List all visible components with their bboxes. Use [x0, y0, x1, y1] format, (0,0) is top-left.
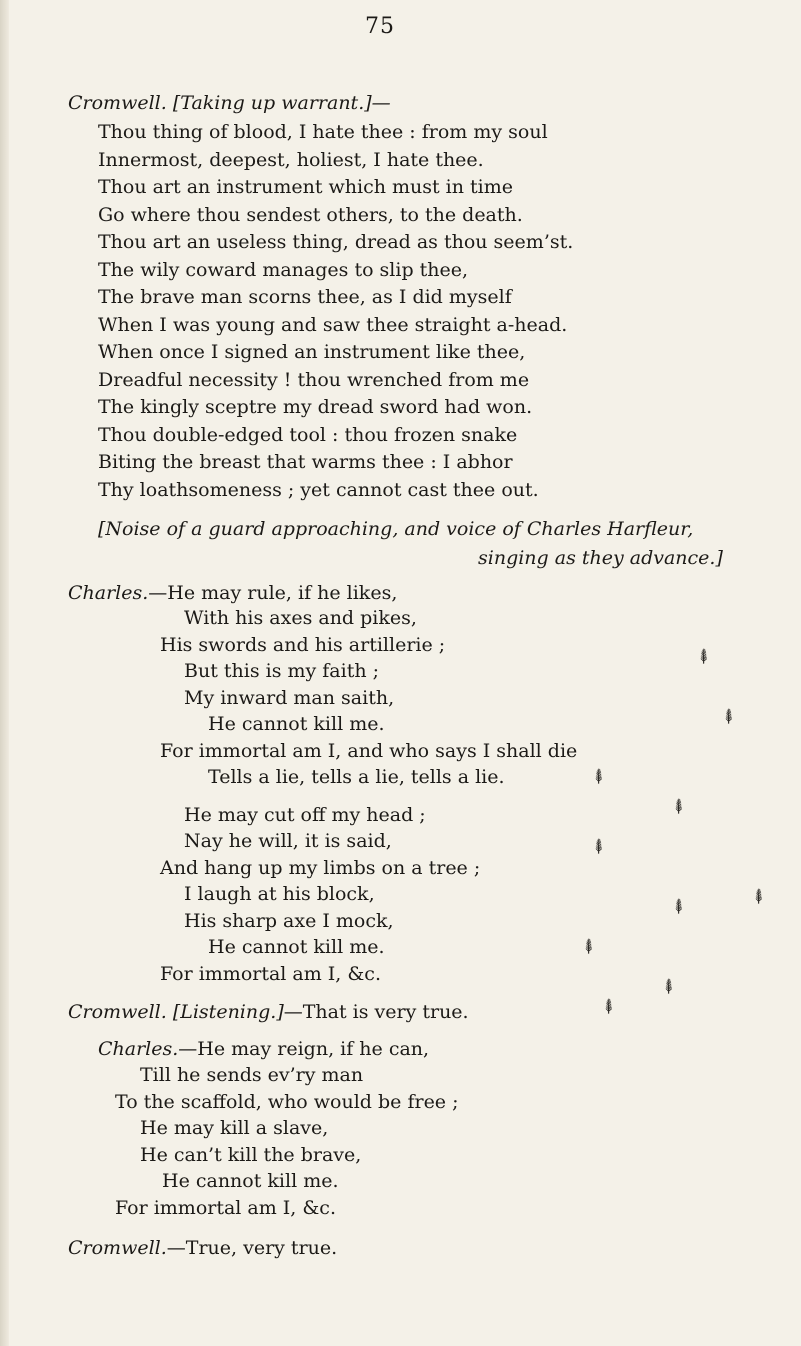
verse-line: And hang up my limbs on a tree ; [160, 857, 481, 879]
verse-line: The wily coward manages to slip thee, [98, 259, 469, 281]
speaker-cromwell: Cromwell. [68, 92, 167, 114]
speaker-cromwell: Cromwell. [68, 1237, 167, 1259]
verse-line: For immortal am I, &c. [160, 963, 381, 985]
verse-line: —He may reign, if he can, [178, 1038, 430, 1060]
verse-line: Thou art an instrument which must in time [98, 176, 514, 198]
verse-line: His sharp axe I mock, [184, 910, 394, 932]
verse-line: Dreadful necessity ! thou wrenched from me [98, 369, 530, 391]
verse-line: Nay he will, it is said, [184, 830, 392, 852]
verse-line: When once I signed an instrument like thee, [98, 341, 526, 363]
cromwell-interjection-2 [68, 1239, 337, 1258]
verse-line: Biting the breast that warms thee : I abhor [98, 451, 513, 473]
verse-line: To the scaffold, who would be free ; [115, 1091, 459, 1113]
verse-line: The kingly sceptre my dread sword had won. [98, 396, 533, 418]
verse-line: My inward man saith, [184, 687, 395, 709]
ornament-mark: ⸙ [665, 891, 693, 922]
ornament-mark: ⸙ [575, 931, 603, 962]
ornament-mark: ⸙ [665, 791, 693, 822]
verse-line: Thou thing of blood, I hate thee : from my soul [98, 121, 548, 143]
verse-line: He cannot kill me. [208, 936, 385, 958]
speaker-cromwell: Cromwell. [68, 1001, 167, 1023]
cromwell-reply: —That is very true. [283, 1001, 469, 1023]
verse-line: Tells a lie, tells a lie, tells a lie. [208, 766, 505, 788]
cromwell-reply: —True, very true. [166, 1237, 338, 1259]
verse-line: For immortal am I, &c. [115, 1197, 336, 1219]
verse-line: Till he sends ev’ry man [140, 1064, 364, 1086]
ornament-mark: ⸙ [715, 701, 743, 732]
verse-line: The brave man scorns thee, as I did myself [98, 286, 512, 308]
verse-line: He cannot kill me. [162, 1170, 339, 1192]
verse-line: Thy loathsomeness ; yet cannot cast thee out. [98, 479, 539, 501]
verse-line: For immortal am I, and who says I shall die [160, 740, 578, 762]
ornament-mark: ⸙ [745, 881, 773, 912]
verse-line: His swords and his artillerie ; [160, 634, 446, 656]
speaker-charles: Charles. [98, 1038, 179, 1060]
ornament-mark: ⸙ [585, 761, 613, 792]
verse-line: He cannot kill me. [208, 713, 385, 735]
stage-listening: [Listening.] [172, 1001, 284, 1023]
cromwell-interjection-1 [68, 1003, 469, 1022]
ornament-mark: ⸙ [595, 991, 623, 1022]
stage-direction-line-2: singing as they advance.] [478, 547, 723, 569]
speaker-charles: Charles. [68, 582, 149, 604]
verse-line: With his axes and pikes, [184, 607, 417, 629]
verse-line: I laugh at his block, [184, 883, 375, 905]
verse-line: Thou art an useless thing, dread as thou seem’st. [98, 231, 574, 253]
ornament-mark: ⸙ [585, 831, 613, 862]
verse-line: —He may rule, if he likes, [148, 582, 398, 604]
margin-ornaments [560, 640, 800, 1020]
charles-heading [68, 584, 397, 603]
stage-taking-up-warrant: [Taking up warrant.]— [172, 92, 391, 114]
verse-line: When I was young and saw thee straight a-head. [98, 314, 568, 336]
stage-direction-line-1: [Noise of a guard approaching, and voice of Charles Harfleur, [98, 518, 694, 540]
verse-line: Thou double-edged tool : thou frozen snake [98, 424, 518, 446]
verse-line: But this is my faith ; [184, 660, 380, 682]
verse-line: He may cut off my head ; [184, 804, 426, 826]
page-spine-shadow [0, 0, 9, 1346]
ornament-mark: ⸙ [655, 971, 683, 1002]
ornament-mark: ⸙ [690, 641, 718, 672]
cromwell-heading [68, 94, 391, 113]
verse-line: Go where thou sendest others, to the death. [98, 204, 523, 226]
charles-heading-2 [98, 1040, 429, 1059]
verse-line: He can’t kill the brave, [140, 1144, 362, 1166]
verse-line: Innermost, deepest, holiest, I hate thee. [98, 149, 484, 171]
verse-line: He may kill a slave, [140, 1117, 329, 1139]
page-number: 75 [365, 14, 395, 39]
